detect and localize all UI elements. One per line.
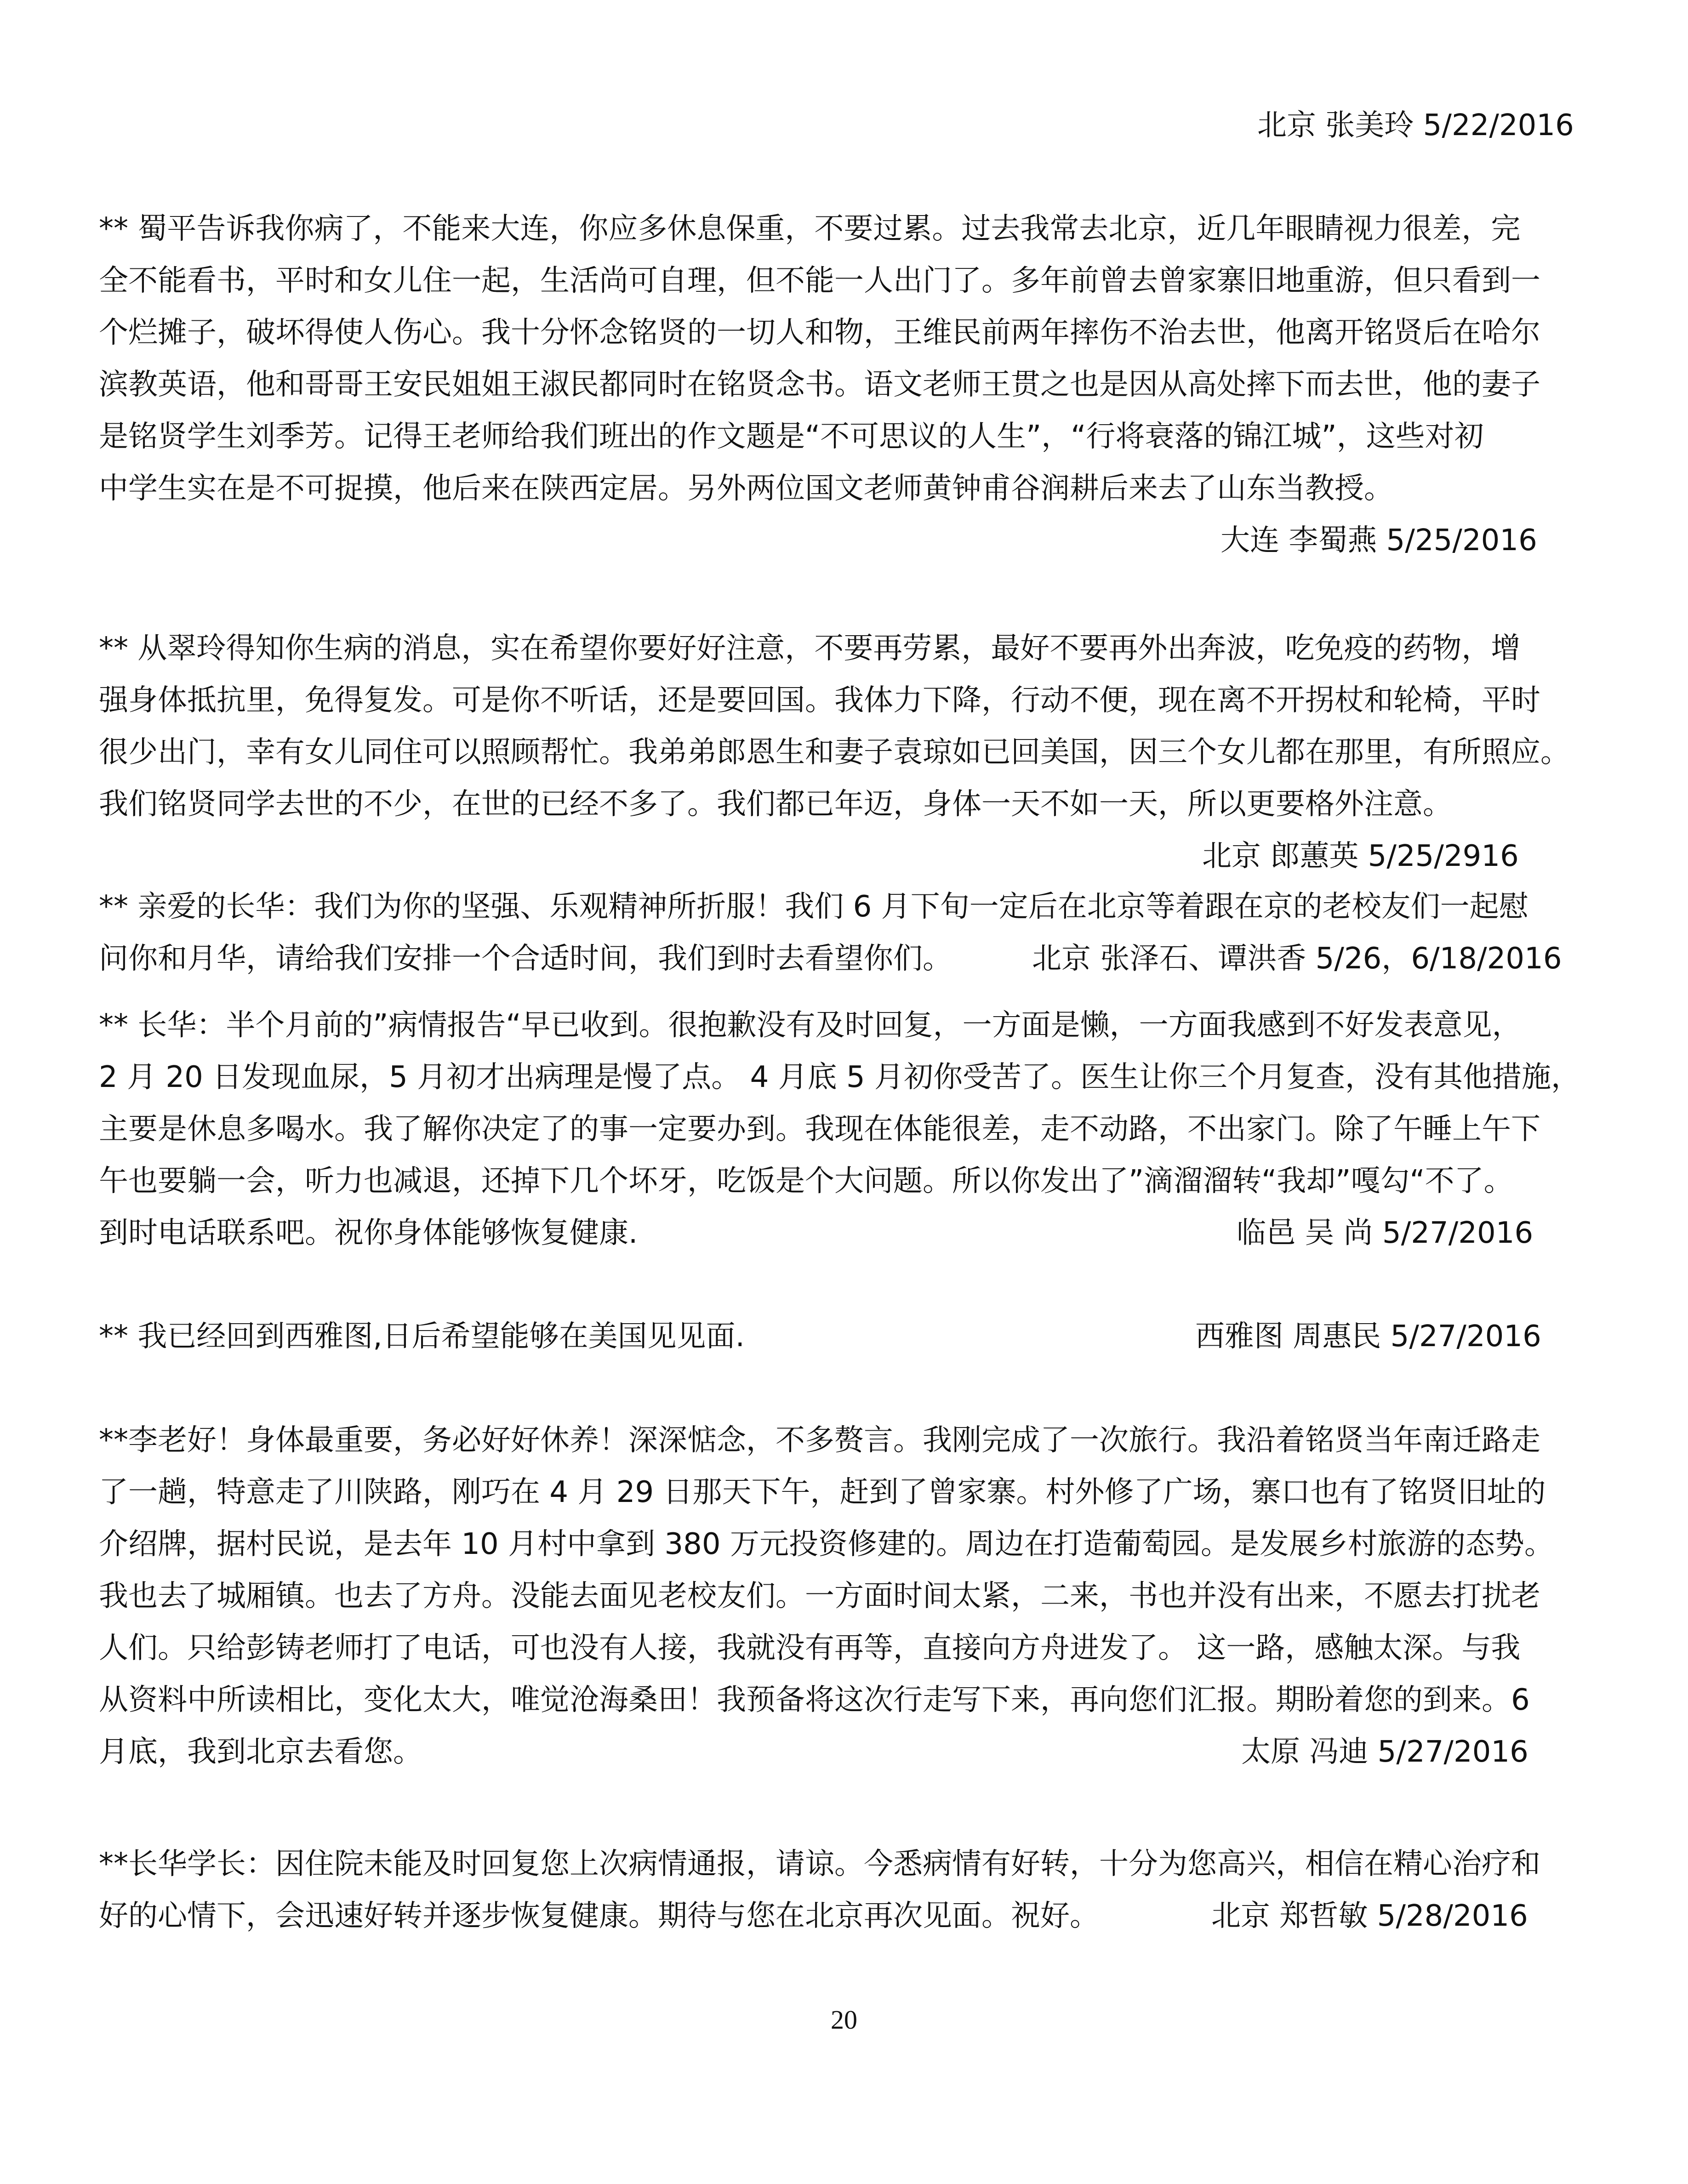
message-line: 滨教英语，他和哥哥王安民姐姐王淑民都同时在铭贤念书。语文老师王贯之也是因从高处摔下而去世，他的妻子	[99, 368, 1540, 402]
message-line: 全不能看书，平时和女儿住一起，生活尚可自理，但不能一人出门了。多年前曾去曾家寨旧地重游，但只看到一	[99, 264, 1540, 298]
message-line: 个烂摊子，破坏得使人伤心。我十分怀念铭贤的一切人和物，王维民前两年摔伤不治去世，他离开铭贤后在哈尔	[99, 316, 1540, 350]
message-line: 月底，我到北京去看您。	[99, 1735, 422, 1769]
message-line: 强身体抵抗里，免得复发。可是你不听话，还是要回国。我体力下降，行动不便，现在离不开拐杖和轮椅，平时	[99, 683, 1540, 717]
message-line: ** 亲爱的长华：我们为你的坚强、乐观精神所折服！我们 6 月下旬一定后在北京等着跟在京的老校友们一起慰	[99, 890, 1528, 924]
message-line: 人们。只给彭铸老师打了电话，可也没有人接，我就没有再等，直接向方舟进发了。 这一路，感触太深。与我	[99, 1631, 1521, 1665]
message-line: 了一趟，特意走了川陕路，刚巧在 4 月 29 日那天下午，赶到了曾家寨。村外修了广场，寨口也有了铭贤旧址的	[99, 1475, 1546, 1509]
message-line: 到时电话联系吧。祝你身体能够恢复健康.	[99, 1216, 638, 1250]
message-line: ** 从翠玲得知你生病的消息，实在希望你要好好注意，不要再劳累，最好不要再外出奔波，吃免疫的药物，增	[99, 631, 1521, 665]
message-line: 2 月 20 日发现血尿，5 月初才出病理是慢了点。 4 月底 5 月初你受苦了。医生让你三个月复查，没有其他措施，	[99, 1060, 1581, 1094]
message-line: **长华学长：因住院未能及时回复您上次病情通报，请谅。今悉病情有好转，十分为您高兴，相信在精心治疗和	[99, 1847, 1540, 1881]
message-signature: 西雅图 周惠民 5/27/2016	[1195, 1320, 1541, 1354]
message-line: 是铭贤学生刘季芳。记得王老师给我们班出的作文题是“不可思议的人生”，“行将衰落的锦江城”，这些对初	[99, 420, 1484, 454]
message-signature: 临邑 吴 尚 5/27/2016	[1237, 1216, 1534, 1250]
message-line: ** 蜀平告诉我你病了，不能来大连，你应多休息保重，不要过累。过去我常去北京，近几年眼睛视力很差，完	[99, 212, 1521, 246]
page-number: 20	[831, 2005, 857, 2035]
message-signature: 大连 李蜀燕 5/25/2016	[1220, 523, 1537, 557]
message-line: 介绍牌，据村民说，是去年 10 月村中拿到 380 万元投资修建的。周边在打造葡萄园。是发展乡村旅游的态势。	[99, 1527, 1554, 1561]
message-line: 问你和月华，请给我们安排一个合适时间，我们到时去看望你们。	[99, 942, 952, 976]
message-line: 我也去了城厢镇。也去了方舟。没能去面见老校友们。一方面时间太紧，二来，书也并没有出来，不愿去打扰老	[99, 1579, 1540, 1613]
message-line: 我们铭贤同学去世的不少，在世的已经不多了。我们都已年迈，身体一天不如一天，所以更要格外注意。	[99, 787, 1452, 821]
message-line: 中学生实在是不可捉摸，他后来在陕西定居。另外两位国文老师黄钟甫谷润耕后来去了山东当教授。	[99, 472, 1393, 506]
message-signature: 北京 张泽石、谭洪香 5/26，6/18/2016	[1032, 942, 1562, 976]
message-line: 午也要躺一会，听力也减退，还掉下几个坏牙，吃饭是个大问题。所以你发出了”滴溜溜转“我却”嘎勾“不了。	[99, 1164, 1513, 1198]
message-line: **李老好！身体最重要，务必好好休养！深深惦念，不多赘言。我刚完成了一次旅行。我沿着铭贤当年南迁路走	[99, 1423, 1540, 1457]
message-signature: 太原 冯迪 5/27/2016	[1241, 1735, 1528, 1769]
message-line: 很少出门，幸有女儿同住可以照顾帮忙。我弟弟郎恩生和妻子袁琼如已回美国，因三个女儿都在那里，有所照应。	[99, 735, 1570, 769]
message-line: ** 我已经回到西雅图,日后希望能够在美国见见面.	[99, 1320, 745, 1354]
message-line: ** 长华：半个月前的”病情报告“早已收到。很抱歉没有及时回复，一方面是懒，一方面我感到不好发表意见，	[99, 1008, 1522, 1042]
message-line: 好的心情下，会迅速好转并逐步恢复健康。期待与您在北京再次见面。祝好。	[99, 1899, 1099, 1933]
message-line: 主要是休息多喝水。我了解你决定了的事一定要办到。我现在体能很差，走不动路，不出家门。除了午睡上午下	[99, 1112, 1540, 1146]
top-signature: 北京 张美玲 5/22/2016	[1257, 108, 1574, 142]
message-signature: 北京 郎蕙英 5/25/2916	[1202, 839, 1519, 873]
message-line: 从资料中所读相比，变化太大，唯觉沧海桑田！我预备将这次行走写下来，再向您们汇报。期盼着您的到来。6	[99, 1683, 1530, 1717]
message-signature: 北京 郑哲敏 5/28/2016	[1211, 1899, 1528, 1933]
